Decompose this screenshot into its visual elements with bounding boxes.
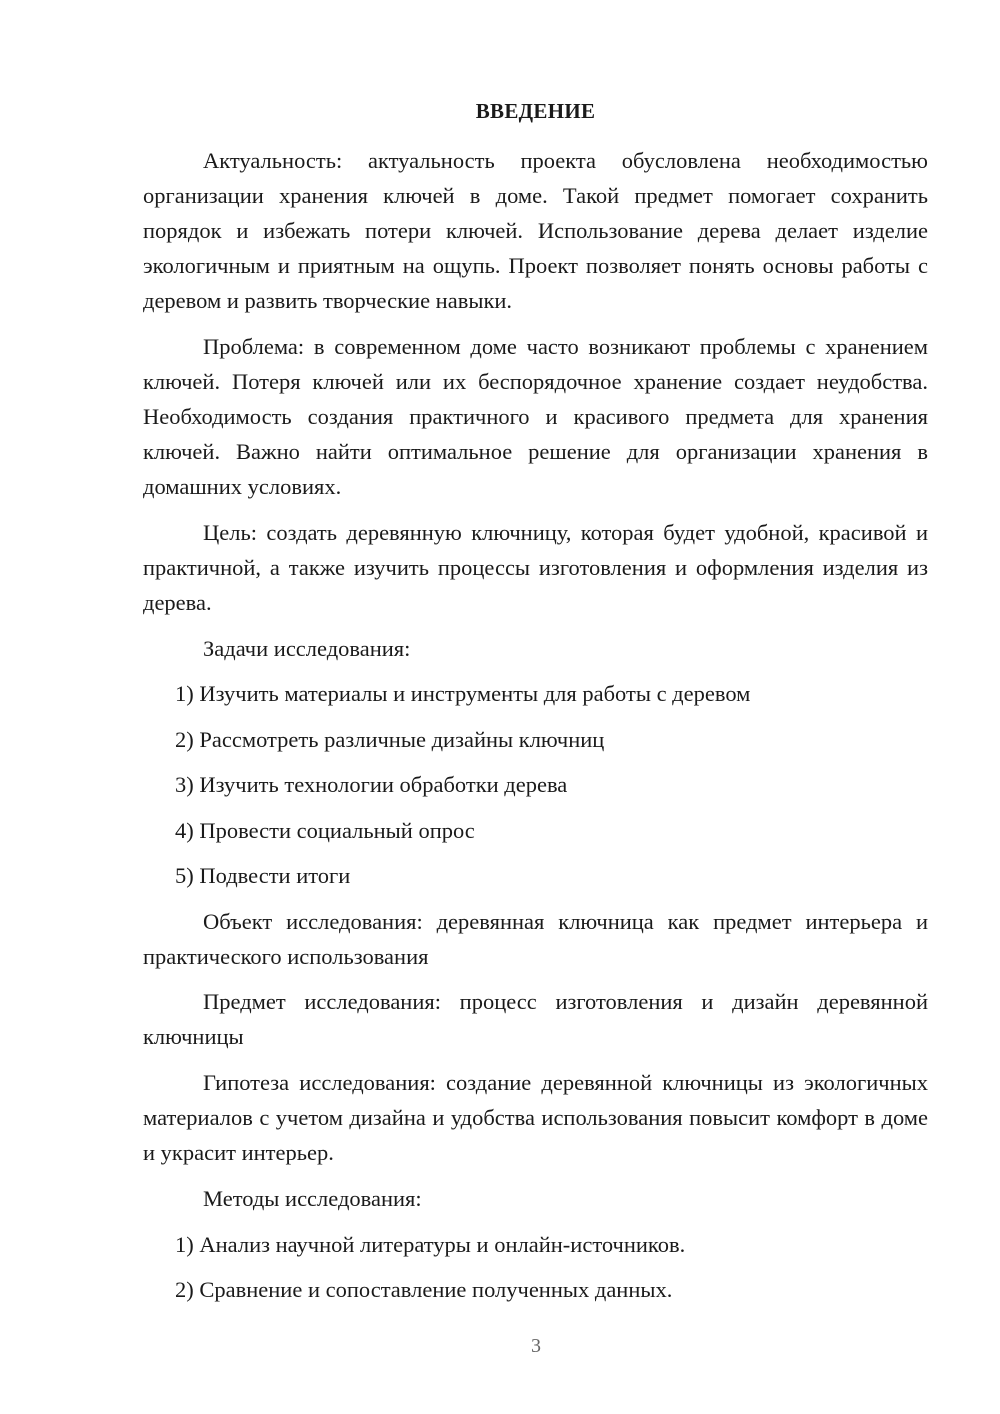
object-paragraph: Объект исследования: деревянная ключница как предмет интерьера и практического использования <box>143 909 928 969</box>
methods-title: Методы исследования: <box>203 1186 422 1211</box>
relevance-paragraph: Актуальность: актуальность проекта обусловлена необходимостью организации хранения ключей в доме. Такой предмет помогает сохранить порядок и избежать потери ключей. Использование дерева делает изделие экологичным и приятным на ощупь. Проект позволяет понять основы работы с деревом и развить творческие навыки. <box>143 148 928 313</box>
hypothesis-paragraph: Гипотеза исследования: создание деревянной ключницы из экологичных материалов с учетом дизайна и удобства использования повысит комфорт в доме и украсит интерьер. <box>143 1070 928 1165</box>
method-item-2: 2) Сравнение и сопоставление полученных данных. <box>175 1277 673 1302</box>
task-item-2: 2) Рассмотреть различные дизайны ключниц <box>175 727 605 752</box>
section-heading: ВВЕДЕНИЕ <box>475 99 596 123</box>
page-number: 3 <box>531 1335 541 1357</box>
method-item-1: 1) Анализ научной литературы и онлайн-источников. <box>175 1232 686 1257</box>
task-item-1: 1) Изучить материалы и инструменты для работы с деревом <box>175 681 751 706</box>
subject-paragraph: Предмет исследования: процесс изготовления и дизайн деревянной ключницы <box>143 989 928 1049</box>
goal-paragraph: Цель: создать деревянную ключницу, которая будет удобной, красивой и практичной, а также изучить процессы изготовления и оформления изделия из дерева. <box>143 520 928 615</box>
task-item-3: 3) Изучить технологии обработки дерева <box>175 772 568 797</box>
problem-paragraph: Проблема: в современном доме часто возникают проблемы с хранением ключей. Потеря ключей или их беспорядочное хранение создает неудобства. Необходимость создания практичного и красивого предмета для хранения ключей. Важно найти оптимальное решение для организации хранения в домашних условиях. <box>143 334 928 499</box>
task-item-5: 5) Подвести итоги <box>175 863 351 888</box>
task-item-4: 4) Провести социальный опрос <box>175 818 475 843</box>
tasks-title: Задачи исследования: <box>203 636 411 661</box>
